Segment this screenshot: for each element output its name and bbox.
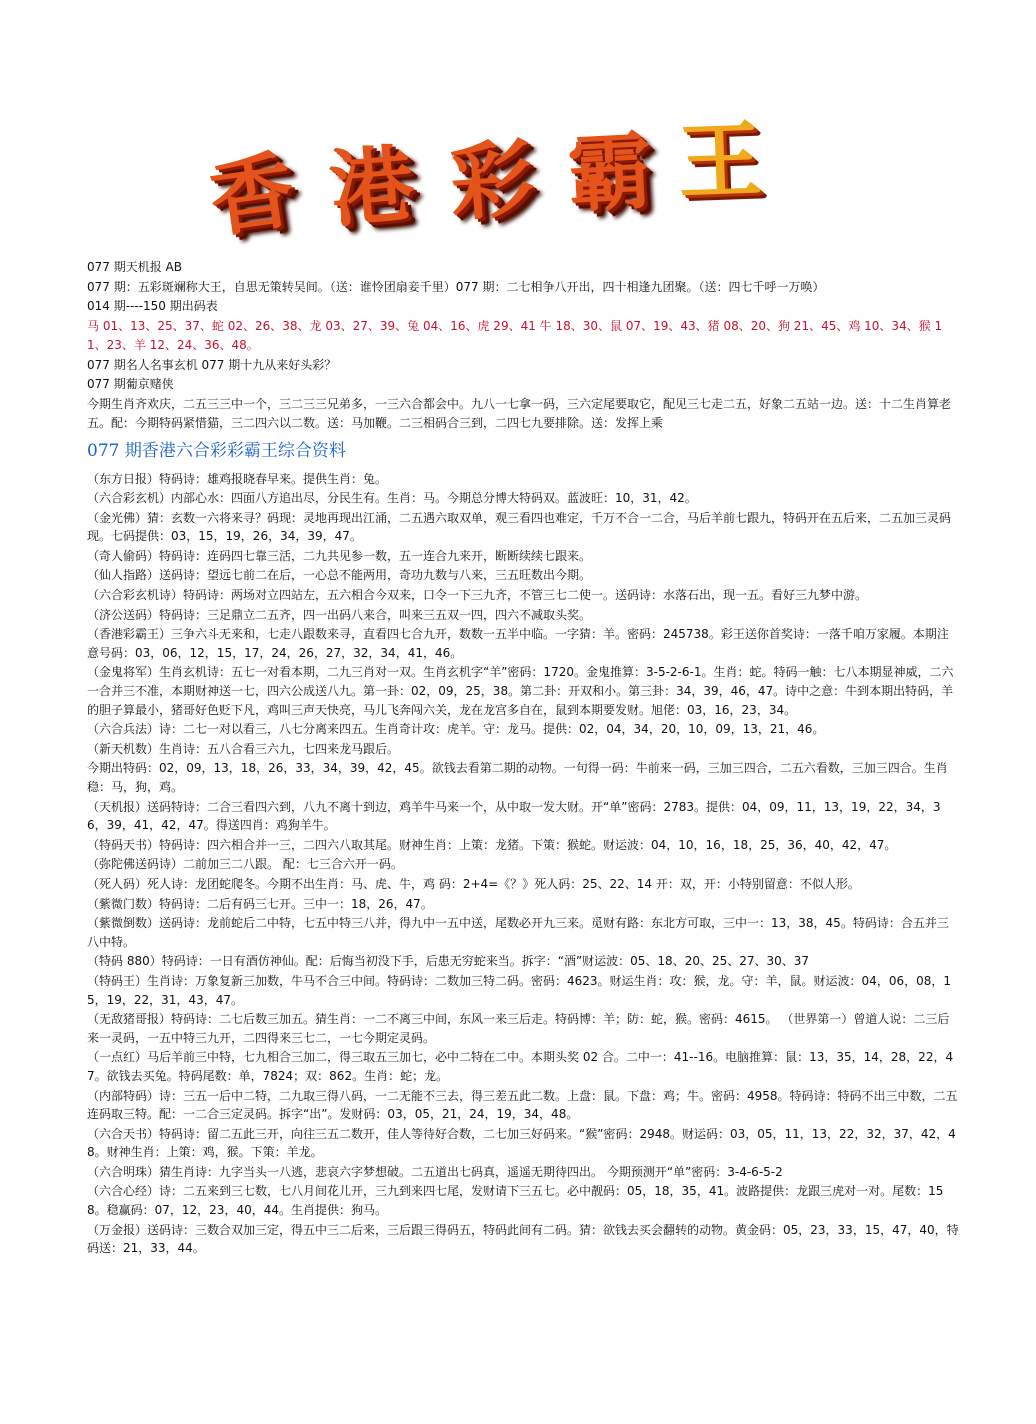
list-item: （六合彩玄机诗）特码诗：两场对立四站左，五六相合今双来，口令一下三九齐，不管三七二使一。送码诗：水落石出，现一五。看好三九梦中游。 xyxy=(87,588,868,603)
list-item: 今期出特码：02，09，13，18，26，33，34，39，42，45。欲钱去看第二期的动物。一句得一码：牛前来一码，三加三四合，二五六看数，三加三四合。生肖稳：马，狗，鸡。 xyxy=(87,761,948,794)
list-item: （新天机数）生肖诗：五八合看三六九，七四来龙马跟后。 xyxy=(87,741,400,756)
list-item: （死人码）死人诗：龙团蛇爬冬。今期不出生肖：马、虎、牛，鸡 码：2+4=《？》死人码：25、22、14 开：双，开：小特别留意：不似人形。 xyxy=(87,876,860,891)
list-item: （六合天书）特码诗：留二五此三开，向往三五二数开，佳人等待好合数，二七加三好码来。“猴”密码：2948。财运码：03，05，11，13，22，32，37，42，48。财神生肖：上策：鸡，猴。下策：羊龙。 xyxy=(87,1126,956,1160)
text-line: 014 期----150 期出码表 xyxy=(87,299,218,313)
list-item: （仙人指路）送码诗：望远七前二在后，一心总不能两用，奇功九数与八来，三五旺数出今期。 xyxy=(87,568,592,583)
logo-char: 港 xyxy=(325,133,419,240)
logo-char: 霸 xyxy=(565,120,655,225)
list-item: （紫微倒数）送码诗：龙前蛇后二中特，七五中特三八并，得九中一五中送，尾数必开九三来。觅财有路：东北方可取，三中一：13，38，45。特码诗：合五并三八中特。 xyxy=(87,916,949,949)
list-item: （内部特码）诗：三五一后中二特，二九取三得八码，一二无能不三去，得三差五此二数。上盘：鼠。下盘：鸡；牛。密码：4958。特码诗：特码不出三中数，二五连码取三特。配：一二合三定灵码。拆字“出”。发财码：03，05，21，24，19，34，48。 xyxy=(87,1088,958,1122)
text-paragraph: 今期生肖齐欢庆，二五三三中一个，三二三三兄弟多，一三六合都会中。九八一七拿一码，三六定尾要取它，配见三七走二五，好象二五站一边。送：十二生肖算老五。配：今期特码紧惜猫，三二四六以二数。送：马加鞭。二三相码合三到，二四七九要排除。送：发挥上乘 xyxy=(87,396,952,430)
list-item: （特码王）生肖诗：万象复新三加数，牛马不合三中间。特码诗：二数加三特二码。密码：4623。财运生肖：攻：猴，龙。守：羊，鼠。财运波：04，06，08，15，19，22，31，43，47。 xyxy=(87,973,951,1007)
list-item: （特码 880）特码诗：一日有酒仿神仙。配：后悔当初没下手，后患无穷蛇来当。拆字：“酒”财运波：05、18、20、25、27、30、37 xyxy=(87,954,810,969)
list-item: （天机报）送码特诗：二合三看四六到，八九不离十到边，鸡羊牛马来一个，从中取一发大财。开“单”密码：2783。提供：04，09，11，13，19，22，34，36，39，41，42，47。得送四肖：鸡狗羊牛。 xyxy=(87,799,941,833)
list-item: （无敌猪哥报）特码诗：二七后数三加五。猜生肖：一二不离三中间，东风一来三后走。特码博：羊；防：蛇，猴。密码：4615。 （世界第一）曾道人说：二三后来一灵码，一五中特三九开，二四得来三七二，一七今期定灵码。 xyxy=(87,1012,950,1045)
list-item: （一点红）马后羊前三中特，七九相合三加二，得三取五三加七，必中二特在二中。本期头奖 02 合。二中一：41--16。电脑推算：鼠：13，35，14，28，22，47。欲钱去买兔。特码尾数：单，7824；双：862。生肖：蛇；龙。 xyxy=(87,1050,954,1083)
list-item: （六合心经）诗：二五来到三七数，七八月间花儿开，三九到来四七尾，发财请下三五七。必中靓码：05，18，35，41。波路提供：龙跟三虎对一对。尾数：158。稳赢码：07，12，23，40，44。生肖提供：狗马。 xyxy=(87,1184,944,1218)
document-body xyxy=(87,258,959,1259)
list-item: （六合彩玄机）内部心水：四面八方追出尽，分民生有。生肖：马。今期总分博大特码双。蓝波旺：10，31，42。 xyxy=(87,491,697,506)
list-item: （奇人偷码）特码诗：连码四七靠三活，二九共见参一数，五一连合九来开，断断续续七跟来。 xyxy=(87,548,592,563)
list-item: （香港彩霸王）三争六斗无来和，七走八跟数来寻，直看四七合九开，数数一五半中临。一字猜：羊。密码：245738。彩王送你首奖诗：一落千咱万家履。本期注意号码：03，06，12，15，17，24，26，27，32，34，41，46。 xyxy=(87,627,949,660)
list-item: （六合明珠）猜生肖诗：九字当头一八逃，悲哀六字梦想破。二五道出七码真，遥遥无期待四出。 今期预测开“单”密码：3-4-6-5-2 xyxy=(87,1164,783,1179)
list-item: （万金报）送码诗：三数合双加三定，得五中三二后来，三后跟三得码五，特码此间有二码。猜：欲钱去买会翻转的动物。黄金码：05，23，33，15，47，40，特码送：21，33，44。 xyxy=(87,1222,959,1256)
list-item: （紫微门数）特码诗：二后有码三七开。三中一：18，26，47。 xyxy=(87,896,433,911)
logo-char: 彩 xyxy=(446,128,538,233)
list-item: （特码天书）特码诗：四六相合并一三，二四六八取其尾。财神生肖：上策：龙猪。下策：猴蛇。财运波：04，10，16，18，25，36，40，42，47。 xyxy=(87,837,897,852)
list-item: （金光佛）猜：玄数一六将来寻？码现：灵地再现出江涌，二五遇六取双单，观三看四也难定，千万不合一二合，马后羊前七跟九，特码开在五后来，二五加三灵码现。七码提供：03，15，19，26，34，39，47。 xyxy=(87,510,952,544)
logo-char: 王 xyxy=(676,109,764,212)
list-item: （弥陀佛送码诗）二前加三二八跟。 配：七三合六开一码。 xyxy=(87,857,403,872)
text-line: 077 期名人名事玄机 077 期十九从来好头彩？ xyxy=(87,357,337,372)
zodiac-number-table: 马 01、13、25、37、蛇 02、26、38、龙 03、27、39、兔 04、16、虎 29、41 牛 18、30、鼠 07、19、43、猪 08、20、狗 21、45、鸡 10、34、猴 11、23、羊 12、24、36、48。 xyxy=(87,318,943,352)
list-item: （济公送码）特码诗：三足鼎立二五齐，四一出码八来合，叫来三五双一四，四六不减取头奖。 xyxy=(87,607,592,622)
section-title: 077 期香港六合彩彩霸王综合资料 xyxy=(87,440,346,461)
item-list xyxy=(87,470,959,1258)
banner-logo xyxy=(203,109,770,250)
text-line: 077 期天机报 AB xyxy=(87,260,182,274)
list-item: （六合兵法）诗：二七一对以看三，八七分离来四五。生肖奇计攻：虎羊。守：龙马。提供：02，04，34，20，10，09，13，21，46。 xyxy=(87,722,825,737)
text-line: 077 期葡京赌侠 xyxy=(87,377,174,391)
text-line: 077 期：五彩斑斓称大王，自思无策转吴间。（送：谁怜团扇妾千里）077 期：二七相争八开出，四十相逢九团聚。（送：四七千呼一万唤） xyxy=(87,279,825,294)
logo-char: 香 xyxy=(203,139,301,250)
list-item: （东方日报）特码诗：雄鸡报晓春早来。提供生肖：兔。 xyxy=(87,471,388,486)
list-item: （金鬼将军）生肖玄机诗：五七一对看本期，二九三肖对一双。生肖玄机字“羊”密码：1720。金鬼推算：3-5-2-6-1。生肖：蛇。特码一触：七八本期显神威，二六一合并三不准，本期财神送一七，四六公成送八九。第一卦：02，09，25，38。第二卦：开双和小。第三卦：34，39，46，47。诗中之意：牛到本期出特码，羊的胆子算最小，猪哥好色贬下凡，鸡叫三声天快亮，马儿飞奔闯六关，龙在龙宫多自在，鼠到本期要发财。旭佬：03，16，23，34。 xyxy=(87,665,954,717)
